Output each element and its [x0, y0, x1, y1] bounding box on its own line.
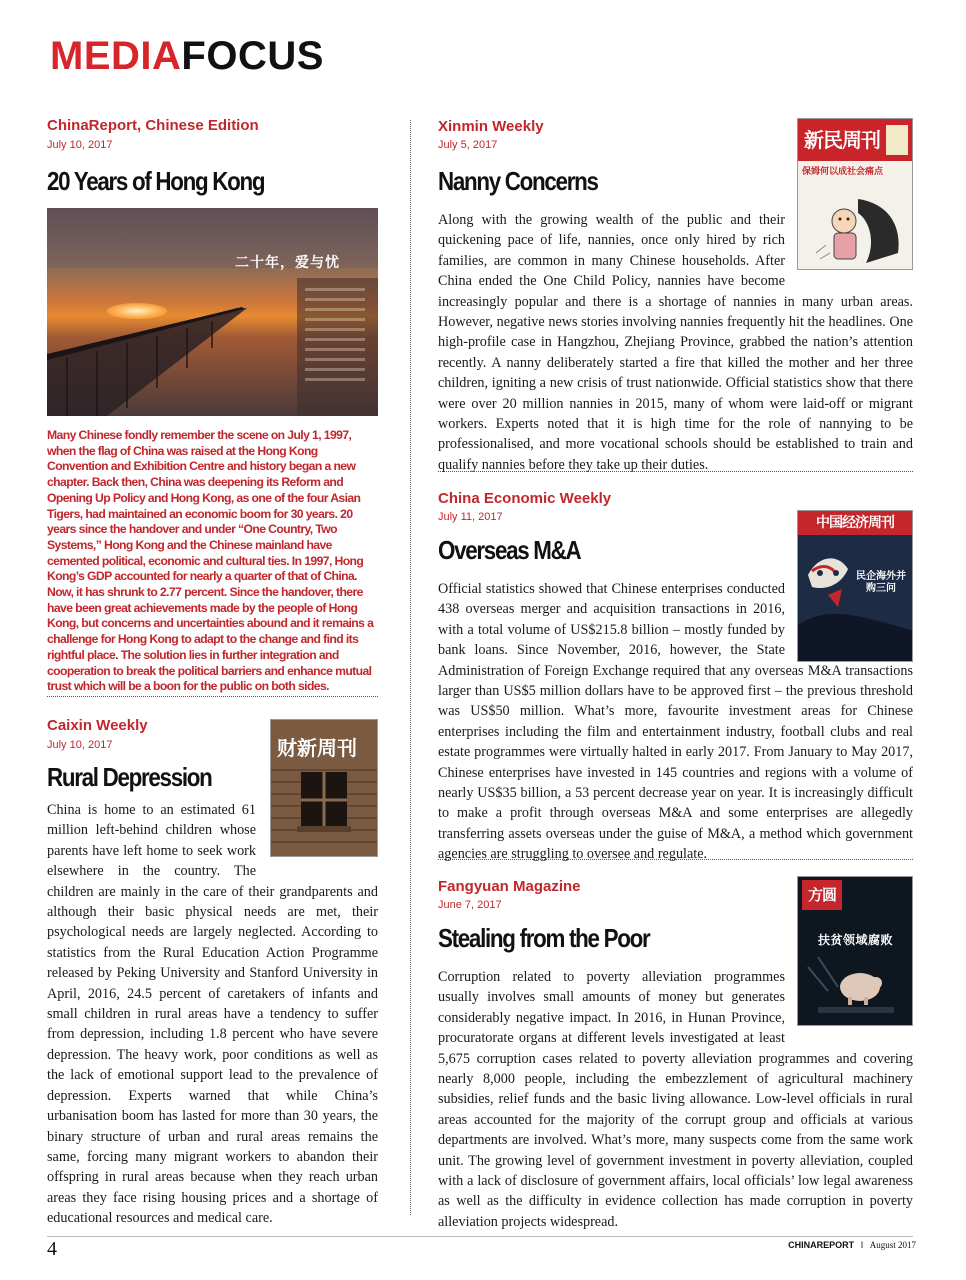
nanny-cover-spacer — [785, 210, 913, 272]
hongkong-photo-caption: 二十年，爱与忧 — [235, 255, 340, 271]
bridge-illustration — [47, 208, 378, 416]
poor-cover-spacer — [785, 967, 913, 1029]
overseas-date: July 11, 2017 — [438, 511, 503, 523]
section-divider — [438, 471, 913, 472]
footer-issue: August 2017 — [869, 1240, 916, 1250]
poor-body-wrap — [438, 967, 913, 1232]
hongkong-source: ChinaReport, Chinese Edition — [47, 117, 259, 134]
column-divider — [410, 120, 411, 1215]
china-economic-cover-title: 中国经济周刊 — [798, 511, 912, 535]
rural-headline: Rural Depression — [47, 762, 212, 792]
nanny-headline: Nanny Concerns — [438, 166, 598, 196]
fangyuan-cover-title: 方圆 — [802, 880, 842, 910]
nanny-date: July 5, 2017 — [438, 139, 498, 151]
masthead-media: MEDIA — [50, 34, 182, 78]
rural-body-wrap — [47, 800, 378, 1229]
hongkong-date: July 10, 2017 — [47, 139, 113, 151]
overseas-headline: Overseas M&A — [438, 535, 581, 565]
poor-body: Corruption related to poverty alleviation programmes usually involves small amounts of money but generates considerably negative impact. In 2016, in Hunan Province, procuratorate organs at different levels investigated at least 5,675 corruption cases related to poverty alleviation programmes and covering nearly 8,000 people, including the embezzlement of agricultural machinery subsidies, relief funds and the basic living allowance. Low-level officials in rural areas accounted for the majority of the corrupt group and officials at various departments are involved. What’s more, many suspects come from the same work unit. The growing level of government investment in poverty alleviation, coupled with a lack of disclosure of government affairs, local officials’ low legal awareness as well as the difficulty in evidence collection has made corruption in poverty alleviation projects widespread. — [438, 969, 913, 1230]
footer-brand — [788, 1240, 916, 1250]
xinmin-cover-banner: 保姆何以成社会痛点 — [802, 167, 884, 177]
fangyuan-cover-headline: 扶贫领域腐败 — [818, 933, 894, 947]
china-economic-cover-label: 民企海外并购三问 — [856, 571, 906, 594]
rural-cover-spacer — [268, 800, 378, 856]
xinmin-cover-title: 新民周刊 — [804, 128, 880, 152]
masthead-logo — [50, 36, 324, 76]
poor-source: Fangyuan Magazine — [438, 878, 581, 895]
nanny-source: Xinmin Weekly — [438, 118, 544, 135]
nanny-body: Along with the growing wealth of the public and their quickening pace of life, nannies, once only hired by rich families, are common in many Chinese households. After China ended the One Child Policy, nannies have become increasingly popular and there is a shortage of nannies in many urban areas. However, negative news stories involving nannies frequently hit the headlines. One high-profile case in Hangzhou, Zhejiang Province, grabbed the nation’s attention recently. A nanny deliberately started a fire that killed the mother and her three children, igniting a new crisis of trust nationwide. Official statistics show that there were over 20 million nannies in 2015, many of whom were laid-off or migrant workers. Experts noted that it is high time for the role of nannying to be professionalised, and more vocational schools should be established to train and qualify nannies before they take up their duties. — [438, 212, 913, 473]
rural-source: Caixin Weekly — [47, 717, 148, 734]
rural-date: July 10, 2017 — [47, 739, 113, 751]
overseas-source: China Economic Weekly — [438, 490, 612, 507]
footer-brand-name: CHINAREPORT — [788, 1240, 855, 1250]
overseas-body-wrap — [438, 579, 913, 865]
hongkong-body: Many Chinese fondly remember the scene on July 1, 1997, when the flag of China was raised at the Hong Kong Convention and Exhibition Centre and history began a new chapter. Back then, China was deepening its Reform and Opening Up Policy and Hong Kong, as one of the four Asian Tigers, had maintained an economic boom for 30 years. 20 years since the handover and under “One Country, Two Systems,” Hong Kong and the Chinese mainland have cemented political, economic and cultural ties. In 1997, Hong Kong’s GDP accounted for nearly a quarter of that of China. Now, it has shrunk to 2.77 percent. Since the handover, there have been great achievements made by the people of Hong Kong, but concerns and uncertainties abound and it remains a challenge for Hong Kong to adapt to the change and find its rightful place. The solution lies in further integration and cooperation to break the political barriers and enhance mutual trust which will be a boon for the public on both sides. — [47, 428, 374, 694]
hongkong-bridge-photo — [47, 208, 378, 416]
section-divider — [438, 859, 913, 860]
nanny-body-wrap — [438, 210, 913, 475]
overseas-cover-spacer — [785, 579, 913, 651]
hongkong-headline: 20 Years of Hong Kong — [47, 166, 265, 196]
masthead-focus: FOCUS — [181, 34, 324, 78]
page-number: 4 — [47, 1238, 57, 1260]
poor-headline: Stealing from the Poor — [438, 923, 650, 953]
caixin-cover-title: 财新周刊 — [277, 736, 357, 760]
overseas-body: Official statistics showed that Chinese enterprises conducted 438 overseas merger and acquisition transactions in 2016, with a total volume of US$215.8 billion – mostly funded by bank loans. Since November, 2016, however, the State Administration of Foreign Exchange required that any overseas M&A transactions larger than US$5 million dollars have to be approved first – the previous threshold was US$50 million. What’s more, favourite investment areas for Chinese enterprises including the film and entertainment industry, football clubs and real estate programmes were virtually halted in early 2017. From January to May 2017, Chinese enterprises have invested in 145 countries and regions with a volume of nearly US$35 billion, a 53 percent decrease year on year. It is increasingly difficult to make a profit through overseas M&A and some enterprises are allegedly transferring assets overseas under the guise of M&A, a method which government agencies are struggling to oversee and regulate. — [438, 581, 913, 863]
footer-rule — [47, 1236, 913, 1237]
rural-body: China is home to an estimated 61 million left-behind children whose parents have left home to seek work elsewhere in the country. The children are mainly in the care of their grandparents and although their basic physical needs are met, their psychological needs are largely neglected. According to statistics from the Rural Education Action Programme released by Peking University and Stanford University in April, 2016, 24.5 percent of caretakers of infants and small children in rural areas have a tendency to suffer from depression, including 1.8 percent who have severe depression. The heavy work, poor conditions as well as the lack of emotional support lead to the prevalence of depression. Experts warned that while China’s urbanisation boom has lasted for more than 30 years, the binary structure of urban and rural areas remains the same, forcing many migrant workers to abandon their offspring in rural areas because when they reach urban areas they face rising housing prices and a shortage of educational resources and medical care. — [47, 802, 378, 1227]
section-divider — [47, 696, 378, 697]
xinmin-cover-sidebox — [886, 125, 908, 155]
footer-separator: I — [860, 1240, 864, 1250]
poor-date: June 7, 2017 — [438, 899, 502, 911]
